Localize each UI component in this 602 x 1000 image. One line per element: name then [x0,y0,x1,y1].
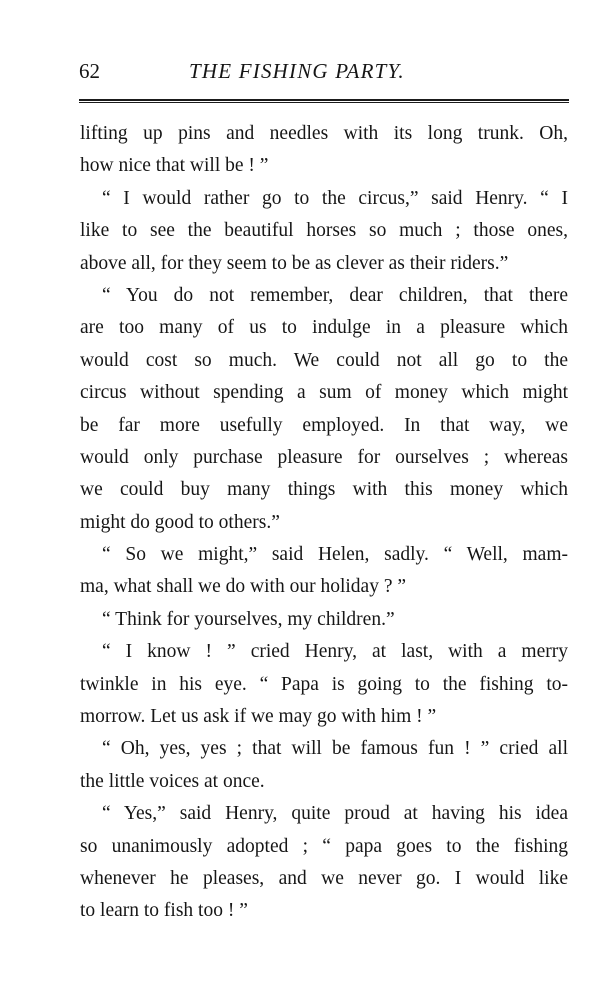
text-line: “ I know ! ” cried Henry, at last, with a merry [102,641,568,663]
text-line: be far more usefully employed. In that way, we [80,414,568,436]
text-line: morrow. Let us ask if we may go with him ! ” [80,706,437,728]
running-head: THE FISHING PARTY. [189,59,405,83]
text-line: ma, what shall we do with our holiday ? ” [80,576,407,598]
text-line: “ So we might,” said Helen, sadly. “ Well, mam- [102,544,568,566]
text-line: the little voices at once. [80,770,265,792]
text-line: lifting up pins and needles with its long trunk. Oh, [80,123,568,144]
text-line: would only purchase pleasure for ourselves ; whereas [80,446,568,468]
text-line: we could buy many things with this money which [80,479,568,501]
page-body-text [80,118,568,928]
text-line: like to see the beautiful horses so much ; those ones, [80,220,568,242]
text-line: “ You do not remember, dear children, that there [102,284,568,306]
text-line: so unanimously adopted ; “ papa goes to the fishing [80,835,568,857]
text-line: whenever he pleases, and we never go. I would like [80,867,568,889]
text-line: how nice that will be ! ” [80,155,269,177]
text-line: are too many of us to indulge in a pleasure which [80,317,568,339]
text-line: “ Think for yourselves, my children.” [102,608,395,630]
text-line: above all, for they seem to be as clever as their riders.” [80,252,509,274]
text-line: “ Oh, yes, yes ; that will be famous fun ! ” cried all [102,738,568,760]
text-line: would cost so much. We could not all go to the [80,349,568,371]
text-line: “ Yes,” said Henry, quite proud at having his idea [102,803,568,825]
page-number: 62 [79,59,100,83]
header-rule [79,99,569,104]
page-header [79,56,569,96]
text-line: twinkle in his eye. “ Papa is going to the fishing to- [80,673,568,695]
text-line: circus without spending a sum of money which might [80,382,568,404]
text-line: “ I would rather go to the circus,” said Henry. “ I [102,187,568,209]
text-line: might do good to others.” [80,511,280,533]
text-line: to learn to fish too ! ” [80,900,248,922]
